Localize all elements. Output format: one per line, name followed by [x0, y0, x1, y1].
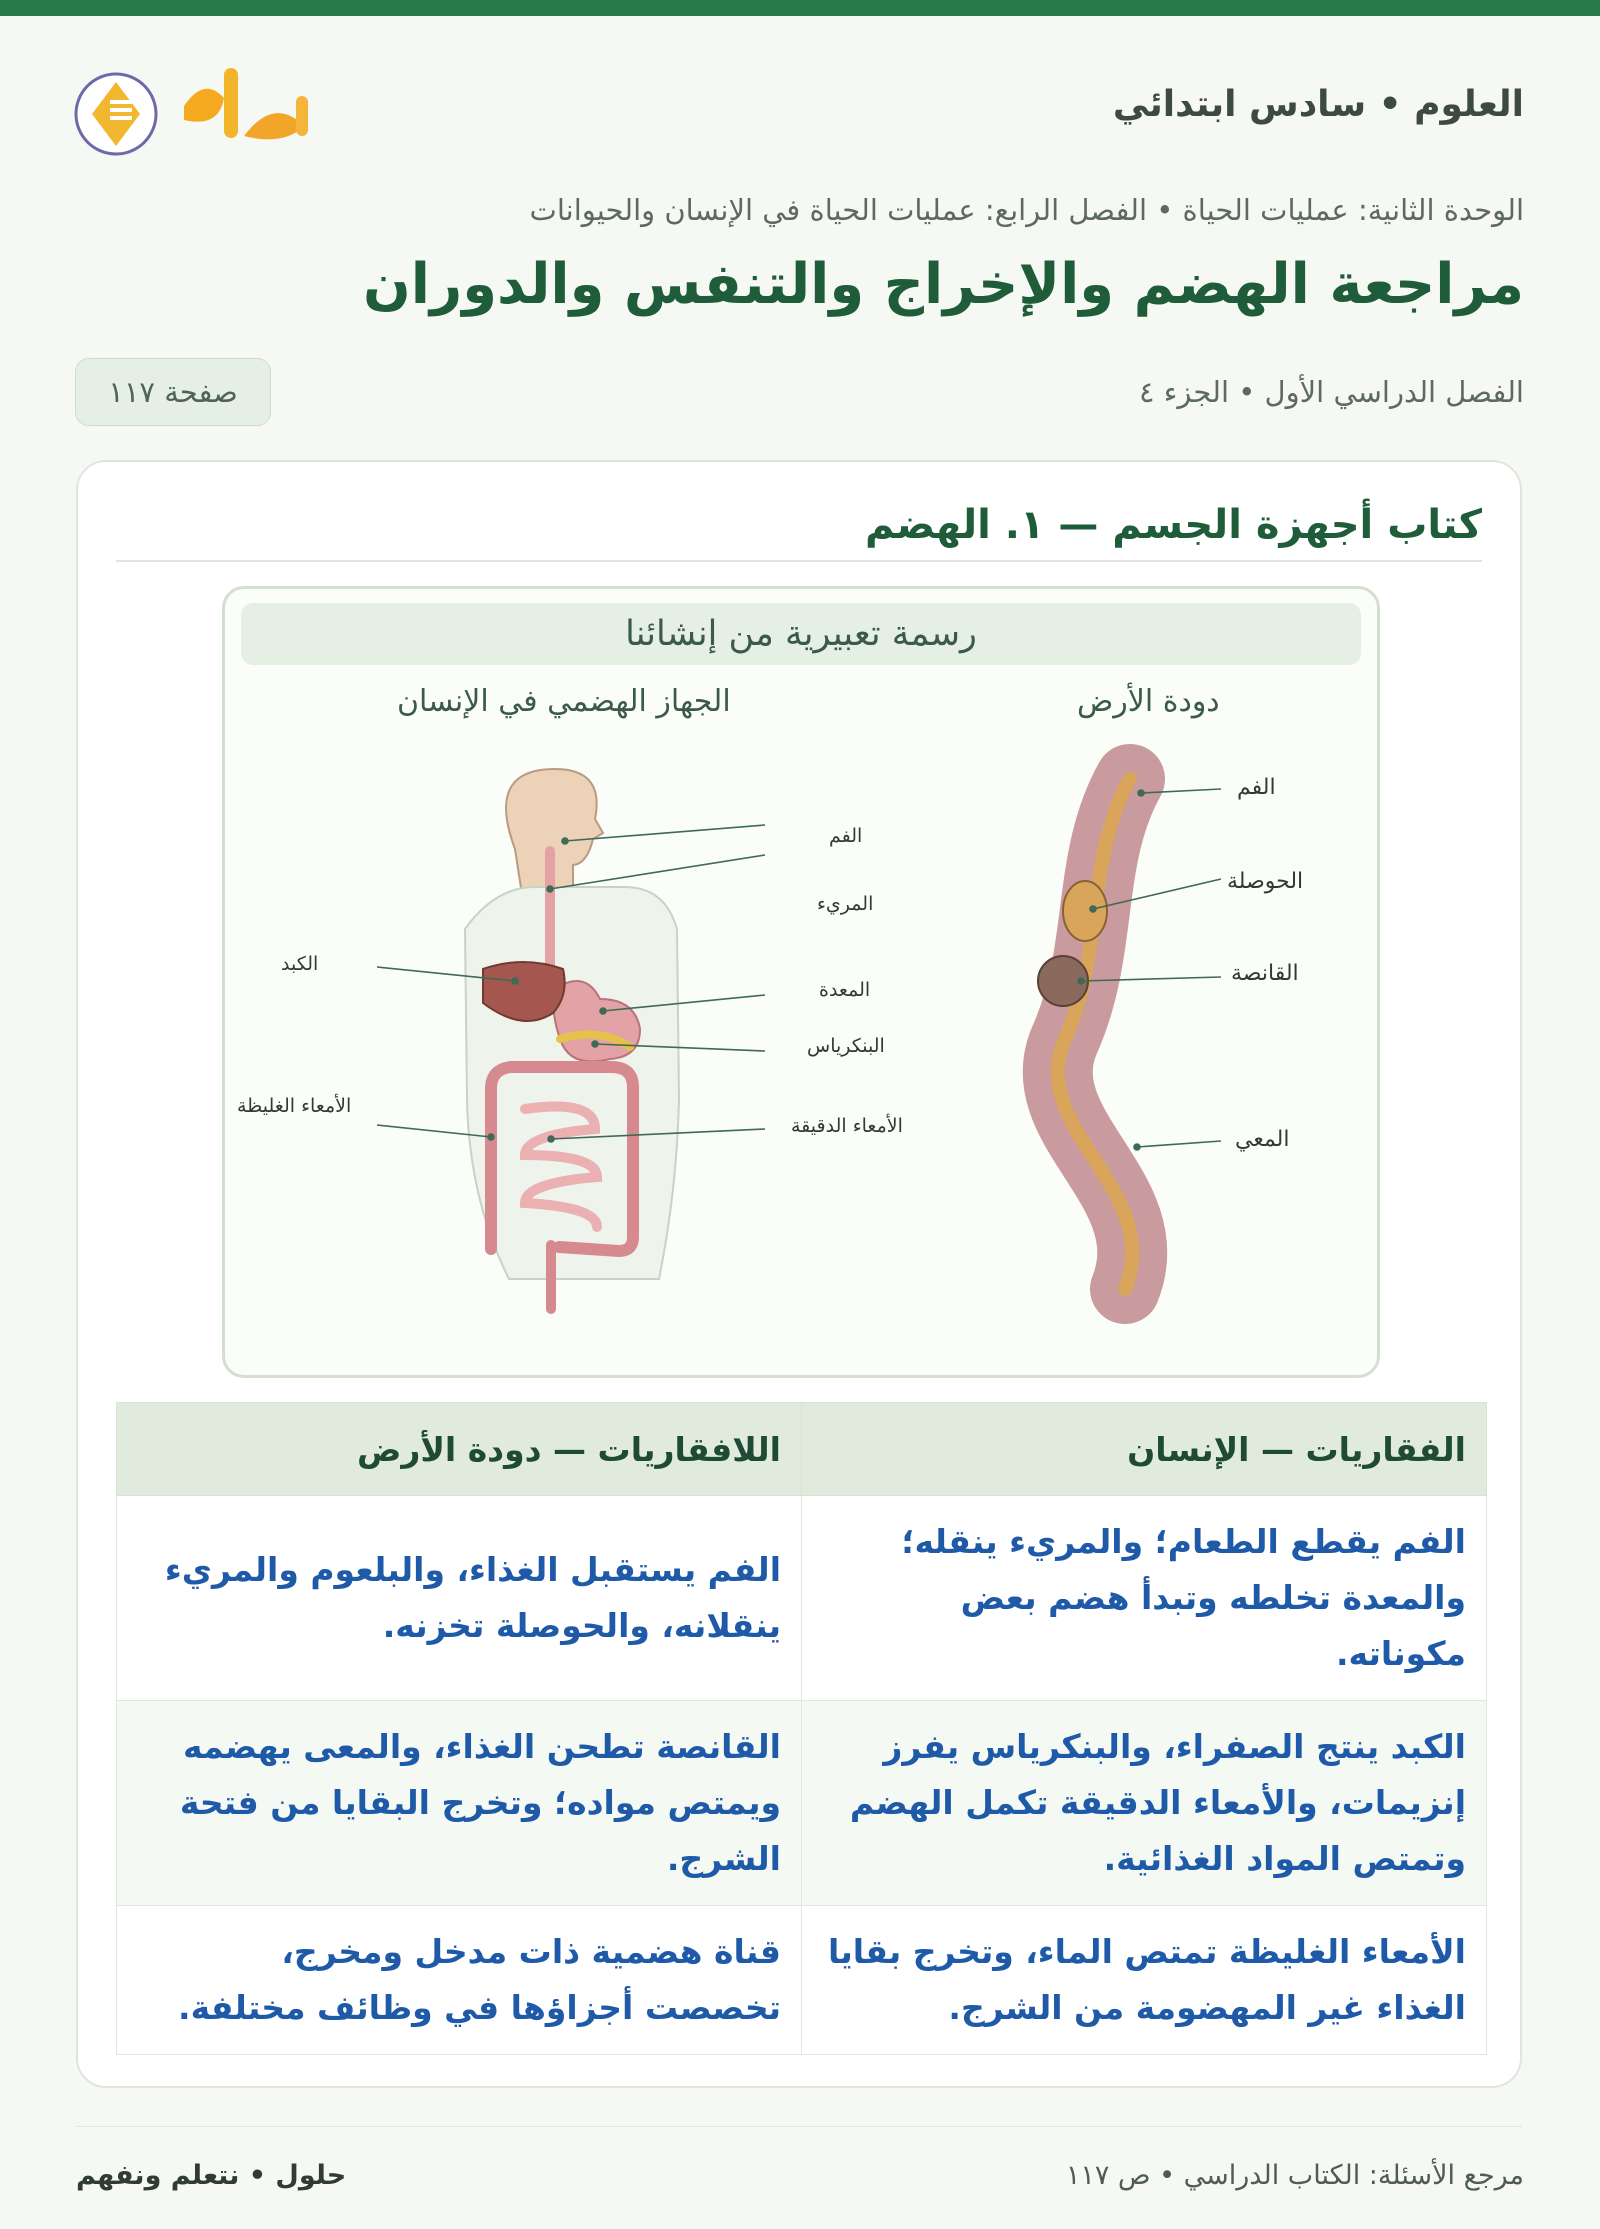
- section-title: كتاب أجهزة الجسم — ١. الهضم: [864, 502, 1482, 548]
- label-esophagus: المريء: [817, 893, 874, 915]
- logo-mark: [74, 48, 334, 168]
- table-cell: قناة هضمية ذات مدخل ومخرج، تخصصت أجزاؤها في وظائف مختلفة.: [117, 1906, 802, 2055]
- label-small-intestine: الأمعاء الدقيقة: [791, 1115, 903, 1137]
- label-large-intestine: الأمعاء الغليظة: [237, 1095, 352, 1117]
- header-invertebrates: اللافقاريات — دودة الأرض: [117, 1403, 802, 1496]
- table-row: [117, 1701, 1487, 1906]
- breadcrumb: الوحدة الثانية: عمليات الحياة • الفصل الرابع: عمليات الحياة في الإنسان والحيوانات: [529, 193, 1524, 227]
- label-pancreas: البنكرياس: [807, 1035, 885, 1057]
- table-cell: الفم يستقبل الغذاء، والبلعوم والمريء ينقلانه، والحوصلة تخزنه.: [117, 1496, 802, 1701]
- figure-caption-banner: رسمة تعبيرية من إنشائنا: [241, 603, 1361, 665]
- lesson-card: [76, 460, 1522, 2088]
- label-liver: الكبد: [281, 953, 319, 975]
- label-human-mouth: الفم: [829, 825, 863, 847]
- label-intestine: المعي: [1235, 1127, 1290, 1152]
- digestive-systems-figure: [222, 586, 1380, 1378]
- table-row: [117, 1496, 1487, 1701]
- page-number-badge: صفحة ١١٧: [75, 358, 271, 426]
- label-crop: الحوصلة: [1227, 869, 1304, 894]
- footer-divider: [76, 2126, 1522, 2127]
- liver-shape: [483, 962, 565, 1021]
- label-worm-mouth: الفم: [1237, 775, 1276, 800]
- top-accent-bar: [0, 0, 1600, 16]
- footer-brand: حلول • نتعلم ونفهم: [76, 2160, 347, 2191]
- label-stomach: المعدة: [819, 979, 871, 1001]
- table-header-row: [117, 1403, 1487, 1496]
- footer-reference: مرجع الأسئلة: الكتاب الدراسي • ص ١١٧: [1065, 2160, 1524, 2191]
- subject-grade-label: العلوم • سادس ابتدائي: [1112, 84, 1524, 125]
- table-cell: الكبد ينتج الصفراء، والبنكرياس يفرز إنزيمات، والأمعاء الدقيقة تكمل الهضم وتمتص المواد الغذائية.: [802, 1701, 1487, 1906]
- digestive-illustration: [225, 589, 1383, 1381]
- page-title: مراجعة الهضم والإخراج والتنفس والدوران: [363, 252, 1524, 317]
- worm-diagram-title: دودة الأرض: [1077, 684, 1220, 719]
- label-gizzard: القانصة: [1231, 961, 1299, 986]
- table-cell: الأمعاء الغليظة تمتص الماء، وتخرج بقايا الغذاء غير المهضومة من الشرج.: [802, 1906, 1487, 2055]
- earthworm-digestive-system: [1038, 779, 1221, 1289]
- section-divider: [116, 560, 1482, 562]
- term-part-label: الفصل الدراسي الأول • الجزء ٤: [1138, 375, 1524, 409]
- hulul-logo[interactable]: [74, 48, 334, 168]
- table-row: [117, 1906, 1487, 2055]
- human-diagram-title: الجهاز الهضمي في الإنسان: [397, 684, 731, 719]
- table-cell: القانصة تطحن الغذاء، والمعى يهضمه ويمتص مواده؛ وتخرج البقايا من فتحة الشرج.: [117, 1701, 802, 1906]
- table-cell: الفم يقطع الطعام؛ والمريء ينقله؛ والمعدة تخلطه وتبدأ هضم بعض مكوناته.: [802, 1496, 1487, 1701]
- comparison-table: [116, 1402, 1487, 2055]
- crop-shape: [1063, 881, 1107, 941]
- human-digestive-system: [377, 769, 765, 1309]
- header-vertebrates: الفقاريات — الإنسان: [802, 1403, 1487, 1496]
